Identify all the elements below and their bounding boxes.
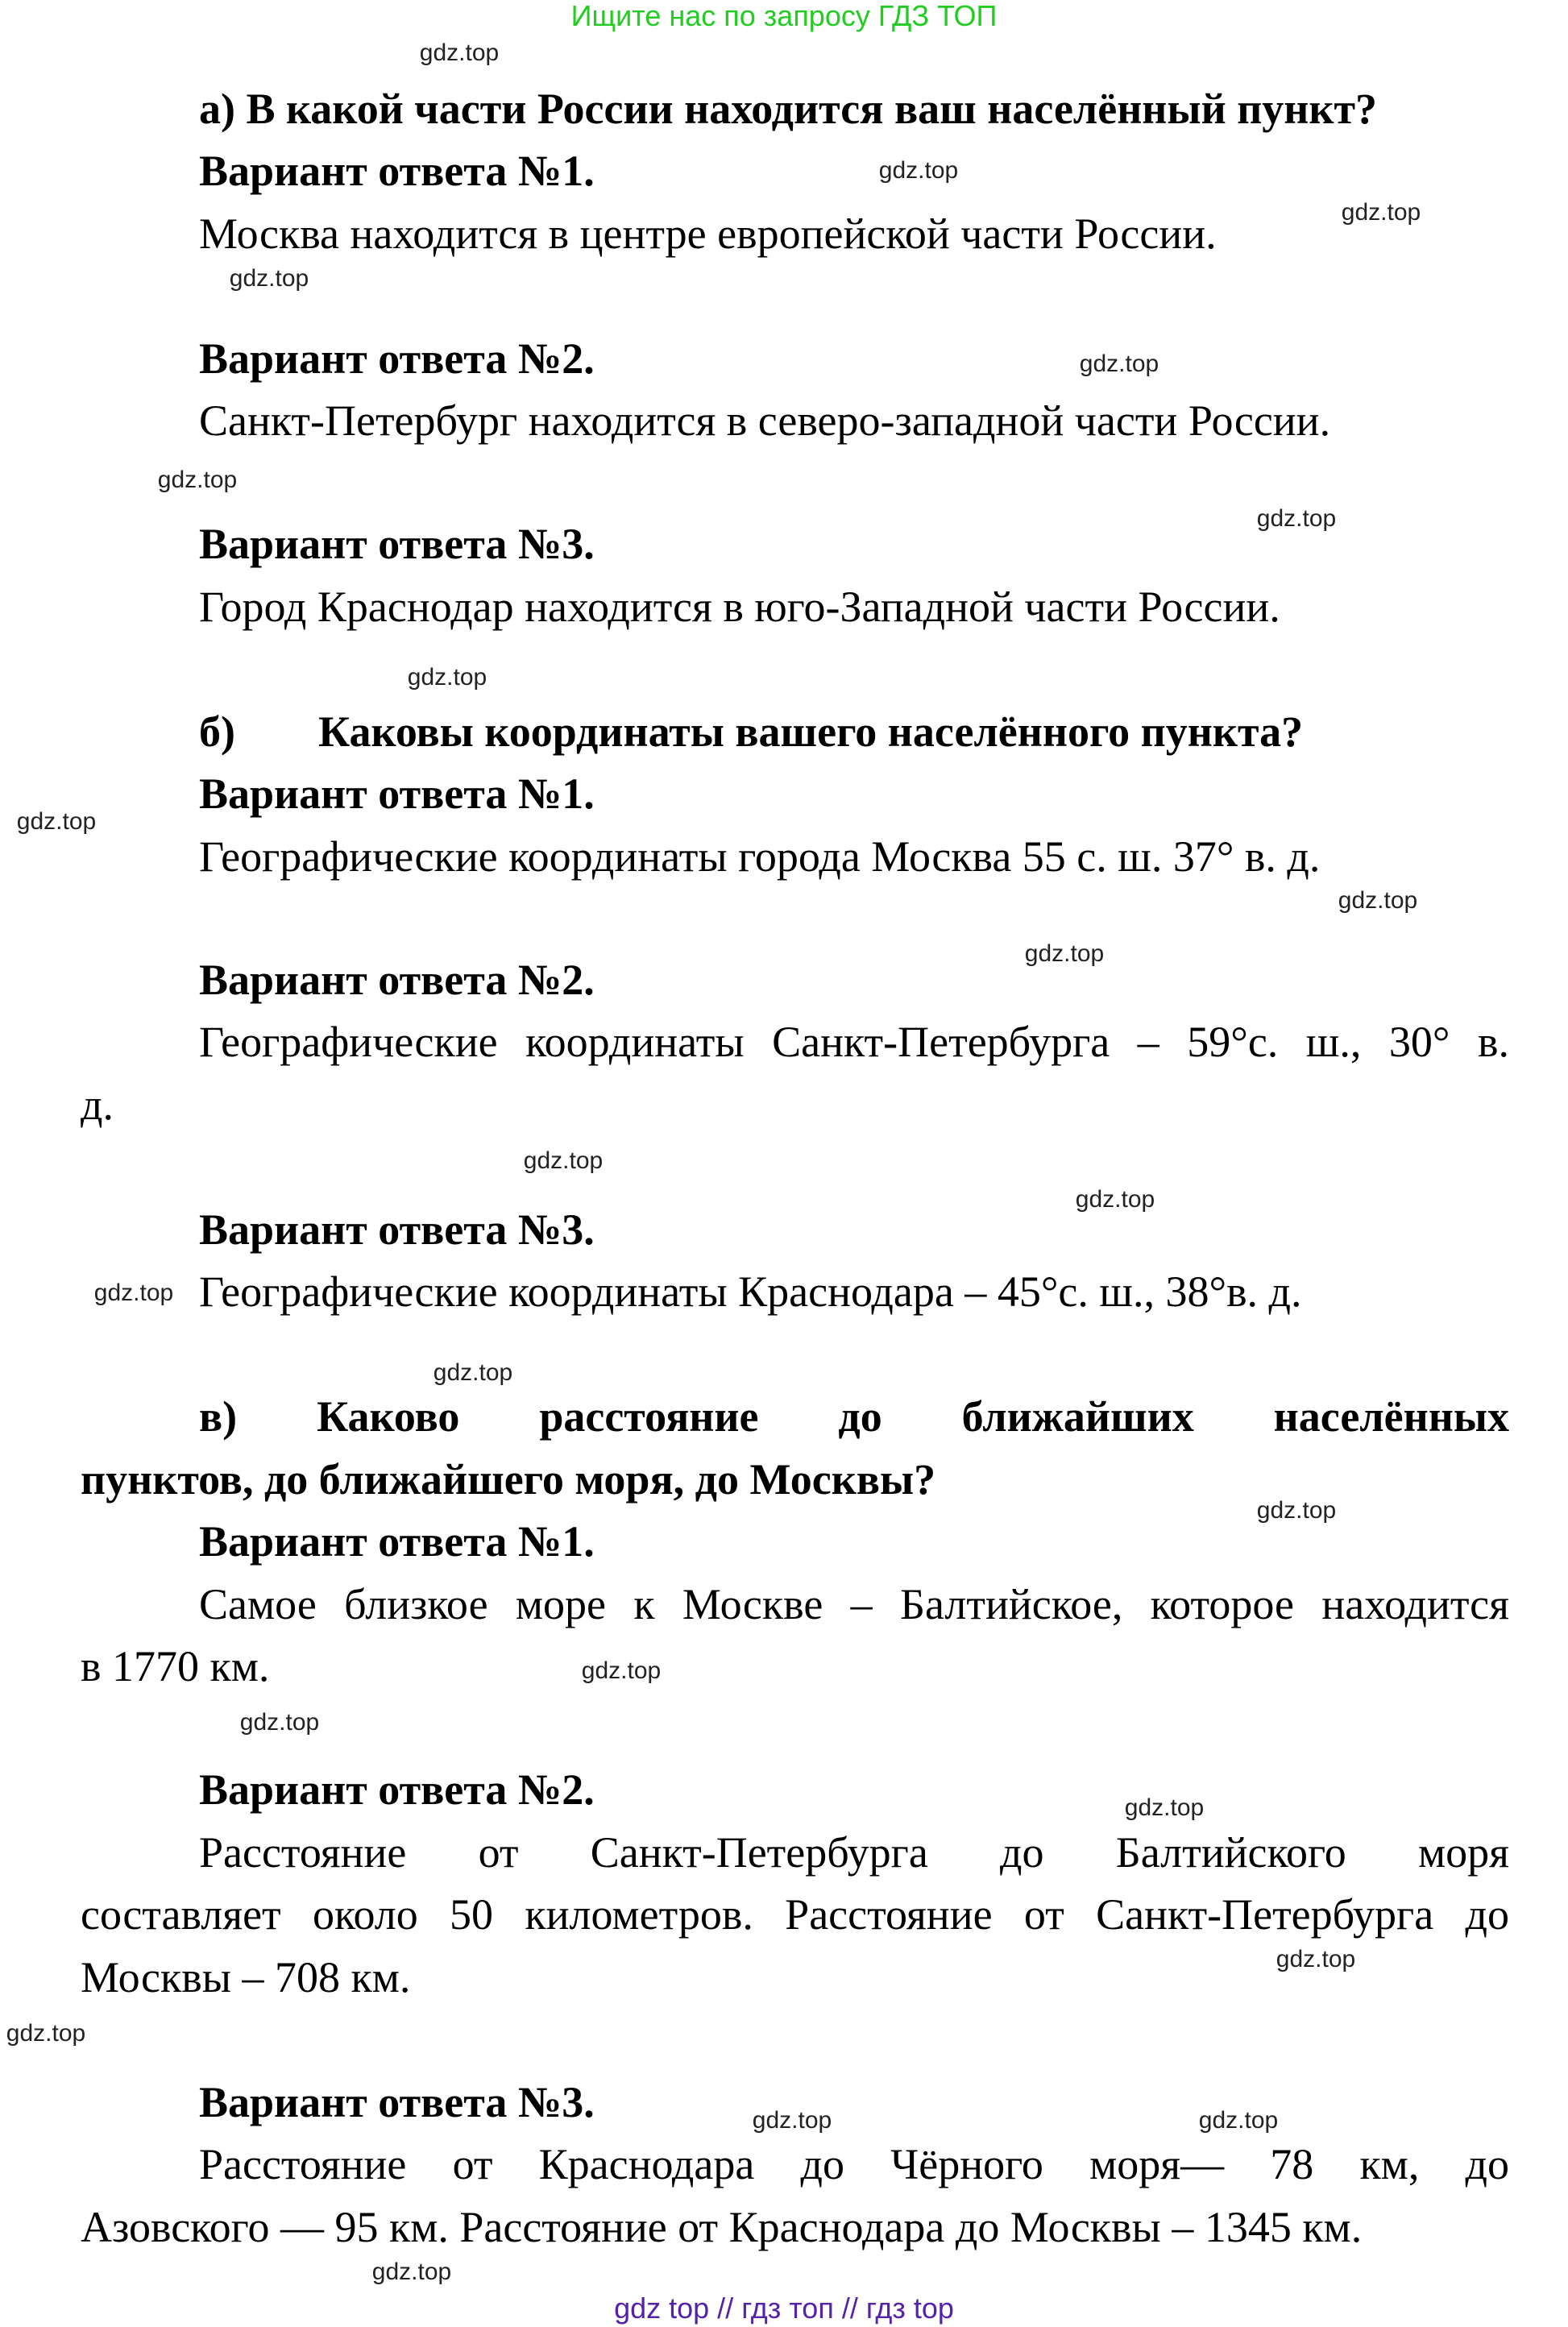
watermark: gdz.top [229, 265, 309, 292]
watermark: gdz.top [1079, 351, 1159, 377]
watermark: gdz.top [433, 1359, 513, 1386]
answer-b2-title: Вариант ответа №2. [199, 956, 595, 1004]
question-b-label: б) [199, 707, 235, 756]
watermark: gdz.top [523, 1147, 604, 1174]
watermark: gdz.top [407, 664, 487, 691]
watermark: gdz.top [1256, 505, 1337, 532]
watermark: gdz.top [1256, 1497, 1337, 1524]
answer-c2-text-line2: составляет около 50 километров. Расстояние от Санкт-Петербурга до [81, 1890, 1509, 1939]
watermark: gdz.top [1024, 940, 1105, 967]
question-c-line2: пунктов, до ближайшего моря, до Москвы? [81, 1455, 936, 1504]
watermark: gdz.top [581, 1657, 662, 1684]
watermark: gdz.top [1124, 1794, 1205, 1821]
watermark: gdz.top [1338, 887, 1418, 914]
watermark: gdz.top [6, 2020, 86, 2047]
watermark: gdz.top [1341, 199, 1421, 226]
footer-links: gdz top // гдз топ // гдз top [614, 2292, 954, 2325]
watermark: gdz.top [371, 2259, 452, 2285]
watermark: gdz.top [752, 2107, 832, 2134]
question-b: Каковы координаты вашего населённого пункта? [318, 707, 1304, 756]
watermark: gdz.top [93, 1280, 174, 1306]
watermark: gdz.top [1198, 2107, 1279, 2134]
watermark: gdz.top [878, 157, 959, 184]
answer-a2-text: Санкт-Петербург находится в северо-западной части России. [199, 396, 1331, 445]
watermark: gdz.top [239, 1709, 320, 1736]
answer-b2-text-line2: д. [81, 1081, 114, 1129]
question-a: а) В какой части России находится ваш населённый пункт? [199, 85, 1378, 133]
answer-c3-text-line2: Азовского — 95 км. Расстояние от Краснодара до Москвы – 1345 км. [81, 2203, 1363, 2251]
answer-a1-text: Москва находится в центре европейской части России. [199, 209, 1217, 258]
answer-b3-text: Географические координаты Краснодара – 45°с. ш., 38°в. д. [199, 1267, 1302, 1316]
answer-b1-text: Географические координаты города Москва 55 с. ш. 37° в. д. [199, 832, 1321, 881]
answer-b1-title: Вариант ответа №1. [199, 769, 595, 818]
answer-a1-title: Вариант ответа №1. [199, 147, 595, 195]
watermark: gdz.top [1276, 1946, 1356, 1972]
answer-b2-text-line1: Географические координаты Санкт-Петербурга – 59°с. ш., 30° в. [199, 1018, 1509, 1066]
answer-c1-title: Вариант ответа №1. [199, 1517, 595, 1566]
answer-a2-title: Вариант ответа №2. [199, 334, 595, 383]
answer-a3-title: Вариант ответа №3. [199, 520, 595, 568]
watermark: gdz.top [419, 39, 500, 66]
watermark: gdz.top [1075, 1186, 1155, 1213]
answer-c2-title: Вариант ответа №2. [199, 1765, 595, 1814]
answer-a3-text: Город Краснодар находится в юго-Западной части России. [199, 583, 1280, 631]
answer-c3-text-line1: Расстояние от Краснодара до Чёрного моря— 78 км, до [199, 2140, 1509, 2188]
question-c-line1: в) Каково расстояние до ближайших населённых [199, 1392, 1509, 1441]
answer-c2-text-line1: Расстояние от Санкт-Петербурга до Балтийского моря [199, 1828, 1509, 1877]
answer-c1-text-line1: Самое близкое море к Москве – Балтийское, которое находится [199, 1580, 1509, 1628]
answer-c3-title: Вариант ответа №3. [199, 2078, 595, 2126]
answer-c1-text-line2: в 1770 км. [81, 1642, 270, 1690]
watermark: gdz.top [157, 467, 238, 493]
search-hint-banner: Ищите нас по запросу ГДЗ ТОП [570, 0, 998, 32]
answer-b3-title: Вариант ответа №3. [199, 1205, 595, 1254]
watermark: gdz.top [16, 808, 97, 835]
answer-c2-text-line3: Москвы – 708 км. [81, 1953, 411, 2001]
